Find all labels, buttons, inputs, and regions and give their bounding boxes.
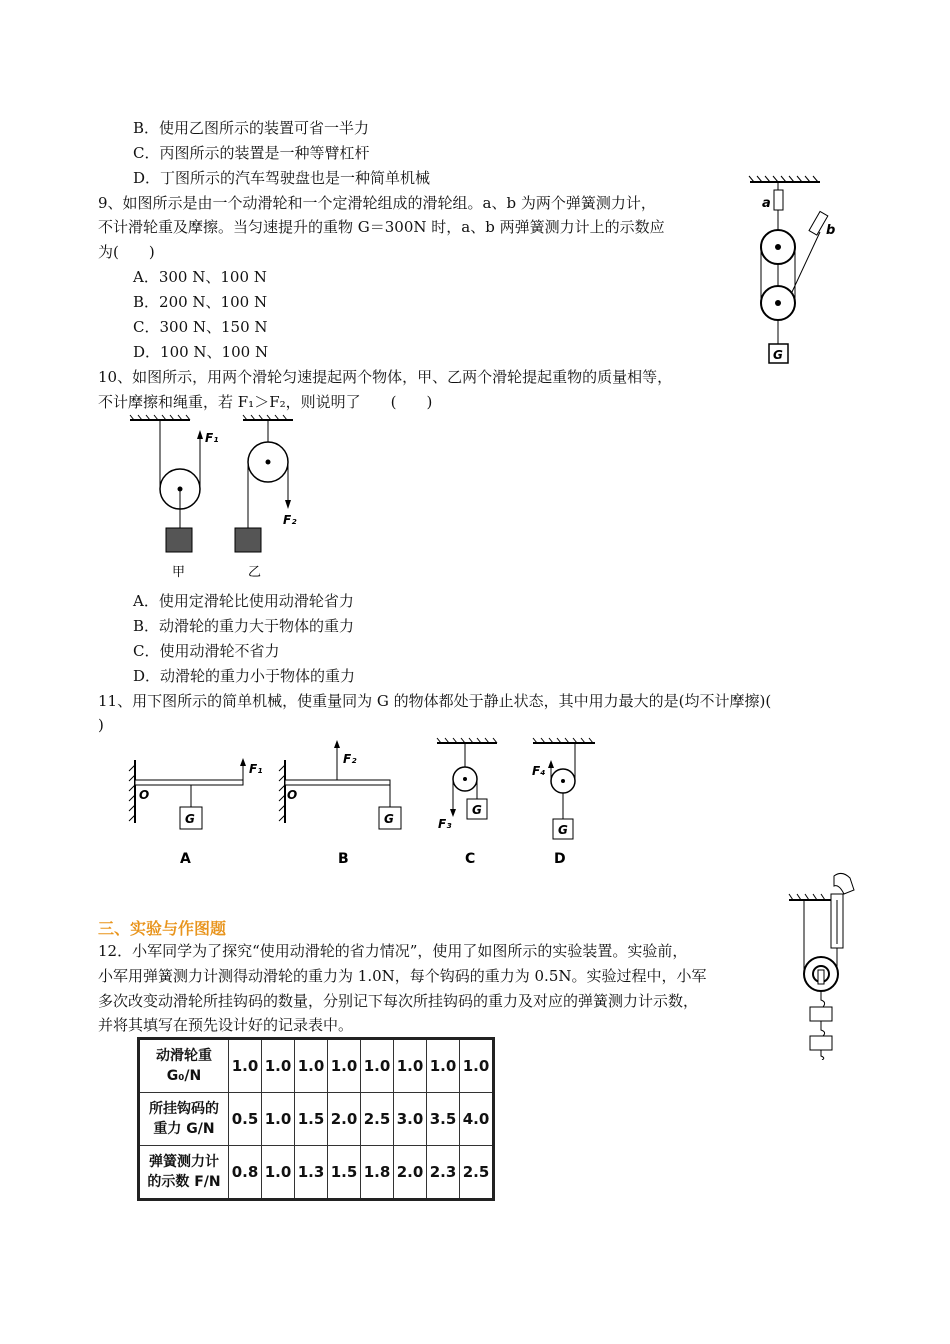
q9-option-a: A．300 N、100 N xyxy=(133,268,267,286)
q11-machines-figure xyxy=(125,735,615,875)
q11-text-line2: ) xyxy=(98,716,104,734)
q9-label-a: a xyxy=(762,196,771,211)
q11-d-caption: D xyxy=(554,851,566,867)
q11-a-label-f1: F₁ xyxy=(249,762,263,776)
table-cell: 3.0 xyxy=(394,1093,427,1146)
table-row xyxy=(139,1146,494,1200)
table-cell: 1.0 xyxy=(394,1039,427,1093)
table-cell: 1.0 xyxy=(262,1146,295,1200)
table-cell: 1.0 xyxy=(229,1039,262,1093)
q10-option-d: D．动滑轮的重力小于物体的重力 xyxy=(133,667,356,685)
section-3-heading: 三、实验与作图题 xyxy=(98,919,227,938)
q8-option-d: D．丁图所示的汽车驾驶盘也是一种简单机械 xyxy=(133,169,431,187)
q11-text-line1: 11、用下图所示的简单机械，使重量同为 G 的物体都处于静止状态，其中用力最大的是(均不计摩擦)( xyxy=(98,692,772,710)
table-cell: 2.0 xyxy=(394,1146,427,1200)
q8-option-c: C．丙图所示的装置是一种等臂杠杆 xyxy=(133,144,370,162)
table-cell: 1.3 xyxy=(295,1146,328,1200)
q11-a-caption: A xyxy=(180,851,191,867)
table-cell: 1.0 xyxy=(262,1093,295,1146)
q12-text-line1: 12．小军同学为了探究“使用动滑轮的省力情况”，使用了如图所示的实验装置。实验前， xyxy=(98,942,688,960)
table-cell: 1.0 xyxy=(361,1039,394,1093)
table-cell: 2.5 xyxy=(460,1146,494,1200)
q10-option-b: B．动滑轮的重力大于物体的重力 xyxy=(133,617,355,635)
table-cell: 1.0 xyxy=(328,1039,361,1093)
q10-text-line1: 10、如图所示，用两个滑轮匀速提起两个物体，甲、乙两个滑轮提起重物的质量相等， xyxy=(98,368,673,386)
q10-label-yi: 乙 xyxy=(248,565,262,580)
table-cell: 4.0 xyxy=(460,1093,494,1146)
q11-d-label-g: G xyxy=(558,823,568,837)
table-cell: 2.5 xyxy=(361,1093,394,1146)
table-cell: 1.5 xyxy=(295,1093,328,1146)
q9-label-g: G xyxy=(773,348,783,362)
table-cell: 2.3 xyxy=(427,1146,460,1200)
q9-text-line2: 不计滑轮重及摩擦。当匀速提升的重物 G＝300N 时，a、b 两弹簧测力计上的示数应 xyxy=(98,218,665,236)
q11-c-caption: C xyxy=(465,851,476,867)
table-cell: 1.8 xyxy=(361,1146,394,1200)
q9-label-b: b xyxy=(826,223,836,238)
table-cell: 1.0 xyxy=(460,1039,494,1093)
q9-text-line1: 9、如图所示是由一个动滑轮和一个定滑轮组成的滑轮组。a、b 为两个弹簧测力计， xyxy=(98,194,656,212)
table-cell: 0.8 xyxy=(229,1146,262,1200)
q11-b-label-f2: F₂ xyxy=(343,752,357,766)
q10-label-jia: 甲 xyxy=(172,565,186,580)
table-header-cell: 所挂钩码的 重力 G/N xyxy=(139,1093,229,1146)
q11-b-label-o: O xyxy=(287,788,298,802)
q9-option-b: B．200 N、100 N xyxy=(133,293,268,311)
table-cell: 1.0 xyxy=(262,1039,295,1093)
q11-c-label-f3: F₃ xyxy=(438,817,452,831)
table-cell: 1.5 xyxy=(328,1146,361,1200)
q9-pulley-figure xyxy=(740,172,840,372)
q11-b-caption: B xyxy=(338,851,349,867)
q9-option-d: D．100 N、100 N xyxy=(133,343,269,361)
q10-option-c: C．使用动滑轮不省力 xyxy=(133,642,280,660)
table-cell: 1.0 xyxy=(427,1039,460,1093)
q10-option-a: A．使用定滑轮比使用动滑轮省力 xyxy=(133,592,354,610)
q9-option-c: C．300 N、150 N xyxy=(133,318,268,336)
q11-b-label-g: G xyxy=(384,812,394,826)
q11-a-label-g: G xyxy=(185,812,195,826)
q8-option-b: B．使用乙图所示的装置可省一半力 xyxy=(133,119,370,137)
table-cell: 2.0 xyxy=(328,1093,361,1146)
table-row xyxy=(139,1093,494,1146)
q12-text-line3: 多次改变动滑轮所挂钩码的数量，分别记下每次所挂钩码的重力及对应的弹簧测力计示数， xyxy=(98,992,699,1010)
table-header-cell: 动滑轮重 G₀/N xyxy=(139,1039,229,1093)
table-cell: 3.5 xyxy=(427,1093,460,1146)
q12-text-line4: 并将其填写在预先设计好的记录表中。 xyxy=(98,1016,354,1034)
q11-d-label-f4: F₄ xyxy=(532,764,546,778)
q9-text-line3: 为( ) xyxy=(98,243,155,261)
table-cell: 0.5 xyxy=(229,1093,262,1146)
q10-label-f2: F₂ xyxy=(283,513,297,527)
q12-record-table xyxy=(137,1037,495,1201)
table-header-cell: 弹簧测力计 的示数 F/N xyxy=(139,1146,229,1200)
q10-pulley-figure xyxy=(125,412,315,582)
q10-text-line2: 不计摩擦和绳重，若 F₁＞F₂，则说明了 ( ) xyxy=(98,393,433,411)
table-cell: 1.0 xyxy=(295,1039,328,1093)
table-row xyxy=(139,1039,494,1093)
q11-c-label-g: G xyxy=(472,803,482,817)
q10-label-f1: F₁ xyxy=(205,431,219,445)
q12-apparatus-figure xyxy=(784,870,860,1060)
q11-a-label-o: O xyxy=(139,788,150,802)
q12-text-line2: 小军用弹簧测力计测得动滑轮的重力为 1.0N，每个钩码的重力为 0.5N。实验过程中，小军 xyxy=(98,967,707,985)
